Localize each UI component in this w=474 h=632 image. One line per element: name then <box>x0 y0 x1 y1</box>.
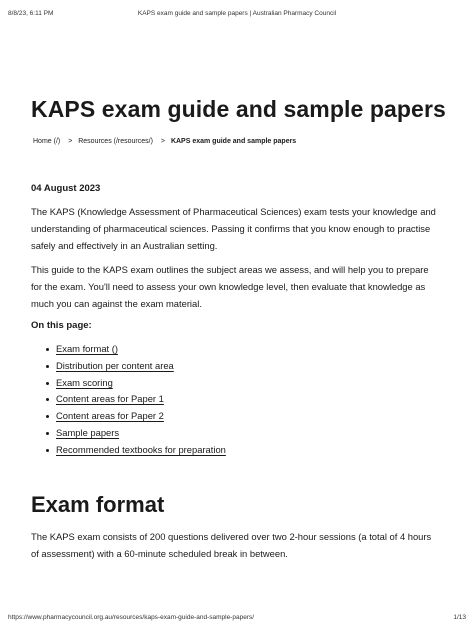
breadcrumb-separator: > <box>68 138 73 145</box>
print-datetime: 8/8/23, 6:11 PM <box>8 10 54 17</box>
breadcrumb-resources-link[interactable]: Resources (/resources/) <box>78 138 153 145</box>
toc-link-exam-format[interactable]: Exam format () <box>56 343 118 354</box>
list-item <box>56 358 226 375</box>
page-title: KAPS exam guide and sample papers <box>31 96 446 122</box>
guide-paragraph: This guide to the KAPS exam outlines the subject areas we assess, and will help you to prepare for the exam. You'll need to assess your own knowledge level, then evaluate that knowledge as much you can against the exam material. <box>31 264 429 309</box>
page-number: 1/13 <box>453 614 466 621</box>
toc-link-textbooks[interactable]: Recommended textbooks for preparation <box>56 443 226 455</box>
list-item <box>56 442 226 459</box>
publish-date: 04 August 2023 <box>31 183 101 194</box>
toc-link-paper-1[interactable]: Content areas for Paper 1 <box>56 393 164 405</box>
list-item <box>56 391 226 408</box>
toc-link-sample-papers[interactable]: Sample papers <box>56 426 120 438</box>
breadcrumb-home-link[interactable]: Home (/) <box>33 138 61 145</box>
print-document-title: KAPS exam guide and sample papers | Australian Pharmacy Council <box>137 10 337 17</box>
intro-paragraph: The KAPS (Knowledge Assessment of Pharmaceutical Sciences) exam tests your knowledge and understanding of pharmaceutical sciences. Passing it confirms that you know enough to practise safely and effectively in an Australian setting. <box>31 206 436 251</box>
list-item <box>56 408 226 425</box>
section-title: Exam format <box>31 492 165 517</box>
breadcrumb <box>33 138 296 145</box>
toc-link-paper-2[interactable]: Content areas for Paper 2 <box>56 410 164 422</box>
list-item <box>56 375 226 392</box>
list-item <box>56 425 226 442</box>
table-of-contents <box>31 341 226 459</box>
toc-link-distribution[interactable]: Distribution per content area <box>56 359 174 371</box>
section-body: The KAPS exam consists of 200 questions delivered over two 2-hour sessions (a total of 4 hours of assessment) with a 60-minute scheduled break in between. <box>31 531 432 559</box>
print-url: https://www.pharmacycouncil.org.au/resources/kaps-exam-guide-and-sample-papers/ <box>8 614 255 621</box>
breadcrumb-separator: > <box>160 138 165 145</box>
on-this-page-label: On this page: <box>31 320 92 331</box>
breadcrumb-current: KAPS exam guide and sample papers <box>170 138 297 145</box>
list-item <box>56 341 226 358</box>
toc-link-exam-scoring[interactable]: Exam scoring <box>56 376 113 388</box>
